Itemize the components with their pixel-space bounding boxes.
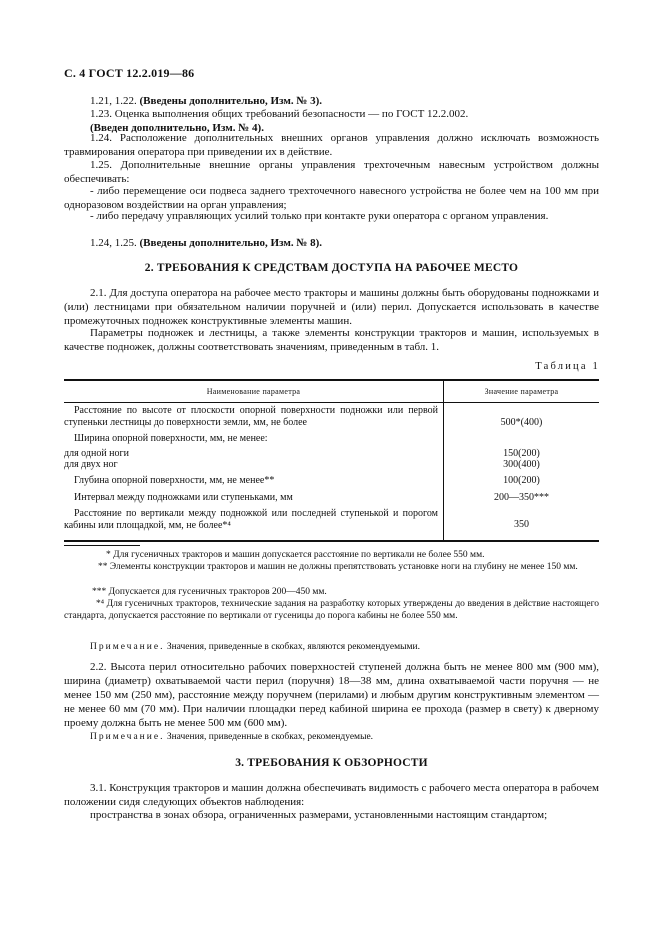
table-note	[64, 641, 599, 653]
table-cell-value: 150(200)	[503, 448, 540, 459]
paragraph-2-2: 2.2. Высота перил относительно рабочих поверхностей ступеней должна быть не менее 800 мм (900 мм), ширина (диаметр) охватываемой части перил (поручня) 18—38 мм, длина охватываемой части поручня — не менее 150 мм (250 мм), расстояние между поручнем (перилами) и любым другим конструктивным элементом — не менее 60 мм (70 мм). При наличии площадки перед кабиной ширина ее прохода (размер в свету) к дверному проему должна быть не менее 500 мм (600 мм).	[64, 661, 599, 729]
table-cell-value: 300(400)	[503, 459, 540, 470]
footnote: * Для гусеничных тракторов и машин допускается расстояние по вертикали не более 550 мм.	[106, 550, 485, 560]
footnote: ** Элементы конструкции тракторов и машин не должны препятствовать установке ноги на глубину не менее 150 мм.	[98, 562, 578, 572]
paragraph-2-1: 2.1. Для доступа оператора на рабочее место тракторы и машины должны быть оборудованы подножками и (или) лестницами при обязательном наличии поручней и (или) перил. Допускается использовать в качестве промежуточных подножек конструктивные элементы машин.	[64, 287, 599, 327]
table-cell-value: 100(200)	[503, 475, 540, 486]
footnote: *** Допускается для гусеничных тракторов 200—450 мм.	[92, 587, 327, 597]
section-title: 3. ТРЕБОВАНИЯ К ОБЗОРНОСТИ	[235, 757, 428, 769]
table-cell-value: 350	[514, 519, 529, 530]
list-item: - либо передачу управляющих усилий только при контакте руки оператора с органом управления.	[90, 210, 549, 222]
table-cell-label: Расстояние по высоте от плоскости опорной поверхности подножки или первой ступеньки лестницы до поверхности земли, мм, не более	[64, 405, 438, 428]
paragraph-amendment	[64, 236, 599, 250]
list-item: - либо перемещение оси подвеса заднего трехточечного навесного устройства не более чем на 100 мм при одноразовом воздействии на орган управления;	[64, 185, 599, 211]
table-cell-label: Интервал между подножками или ступеньками, мм	[74, 492, 293, 503]
table-cell-label: для двух ног	[64, 459, 118, 470]
note-text: Значения, приведенные в скобках, являются рекомендуемыми.	[166, 642, 420, 652]
footnote-separator	[64, 545, 140, 546]
page-header: С. 4 ГОСТ 12.2.019—86	[64, 66, 195, 80]
table-cell-value: 200—350***	[494, 492, 549, 503]
paragraph-note	[64, 731, 599, 743]
table-cell-label: Расстояние по вертикали между подножкой или последней ступенькой и порогом кабины или площадкой, мм, не более*⁴	[64, 508, 438, 531]
paragraph-3-1-item: пространства в зонах обзора, ограниченных размерами, установленными настоящим стандартом;	[90, 809, 548, 821]
paragraph-3-1: 3.1. Конструкция тракторов и машин должна обеспечивать видимость с рабочего места оператора в рабочем положении сидя следующих объектов наблюдения:	[64, 782, 599, 808]
note-label: Примечание.	[90, 642, 165, 652]
section-title: 2. ТРЕБОВАНИЯ К СРЕДСТВАМ ДОСТУПА НА РАБОЧЕЕ МЕСТО	[144, 262, 519, 274]
paragraph-1-21	[64, 94, 599, 108]
table-rule	[64, 540, 599, 542]
note-label: Примечание.	[90, 732, 165, 742]
amendment-note: (Введен дополнительно, Изм. № 4).	[90, 122, 264, 134]
table-cell-value: 500*(400)	[500, 417, 543, 428]
paragraph-number: 1.24, 1.25.	[90, 237, 137, 249]
paragraph-2-1-params: Параметры подножек и лестницы, а также элементы конструкции тракторов и машин, используемых в качестве подножек, должны соответствовать значениям, приведенным в табл. 1.	[64, 327, 599, 353]
paragraph-number: 1.21, 1.22.	[90, 95, 137, 107]
table-cell-label: для одной ноги	[64, 448, 129, 459]
table-caption: Таблица 1	[535, 361, 600, 372]
table-rule	[64, 379, 599, 381]
table-cell-label: Ширина опорной поверхности, мм, не менее:	[74, 433, 268, 444]
footnote: *⁴ Для гусеничных тракторов, технические задания на разработку которых утверждены до введения в действие настоящего стандарта, допускается расстояние по вертикали от гусеницы до порога кабины не более 550 мм.	[64, 599, 599, 621]
table-rule	[64, 402, 599, 403]
amendment-note: (Введены дополнительно, Изм. № 3).	[139, 95, 323, 107]
paragraph-1-23: 1.23. Оценка выполнения общих требований безопасности — по ГОСТ 12.2.002.	[90, 108, 469, 120]
paragraph-1-24: 1.24. Расположение дополнительных внешних органов управления должно исключать возможность травмирования оператора при приведении их в действие.	[64, 132, 599, 158]
column-header-value: Значение параметра	[484, 387, 559, 396]
note-text: Значения, приведенные в скобках, рекомендуемые.	[166, 732, 374, 742]
amendment-note: (Введены дополнительно, Изм. № 8).	[139, 237, 323, 249]
paragraph-1-25: 1.25. Дополнительные внешние органы управления трехточечным навесным устройством должны обеспечивать:	[64, 159, 599, 185]
column-header-parameter: Наименование параметра	[206, 387, 301, 396]
table-cell-label: Глубина опорной поверхности, мм, не менее**	[74, 475, 275, 486]
